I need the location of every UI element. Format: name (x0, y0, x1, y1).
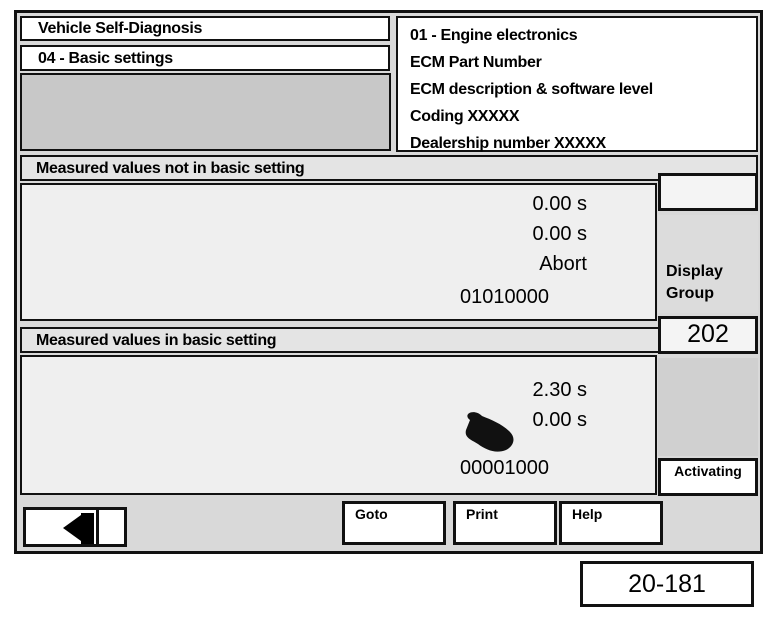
cursor-smudge (452, 406, 522, 456)
activate-button[interactable]: Activating (658, 458, 758, 496)
display-group-label (658, 215, 758, 313)
function-text: 04 - Basic settings (38, 50, 173, 67)
function-label (20, 45, 390, 71)
value-field: 2.30 s (532, 379, 587, 401)
function-key-button[interactable] (658, 173, 758, 211)
display-group-label-line1: Display (666, 263, 723, 280)
ecu-info-panel (396, 16, 758, 152)
title-text: Vehicle Self-Diagnosis (38, 20, 203, 37)
value-field: 0.00 s (532, 409, 587, 431)
value-field: 00001000 (460, 457, 549, 479)
value-field: 01010000 (460, 286, 549, 308)
dealership-number: Dealership number XXXXX (410, 135, 606, 152)
right-blank-area (658, 358, 758, 456)
value-field: 0.00 s (532, 193, 587, 215)
in-basic-heading (20, 327, 758, 353)
goto-button[interactable]: Goto (342, 501, 446, 545)
ecm-description: ECM description & software level (410, 81, 653, 98)
help-button[interactable]: Help (559, 501, 663, 545)
back-arrow-icon (63, 515, 81, 541)
info-blank-area (20, 73, 391, 151)
in-basic-heading-text: Measured values in basic setting (36, 332, 277, 349)
not-basic-values-panel (20, 183, 657, 321)
not-basic-heading-text: Measured values not in basic setting (36, 160, 305, 177)
coding: Coding XXXXX (410, 108, 520, 125)
back-bar-icon (81, 513, 94, 544)
diagnosis-screen (14, 10, 763, 554)
screen-title (20, 16, 390, 41)
back-button[interactable] (23, 507, 127, 547)
not-basic-heading (20, 155, 758, 181)
button-divider (96, 510, 99, 544)
value-field: Abort (539, 253, 587, 275)
display-group-number-field[interactable]: 202 (658, 316, 758, 354)
ecu-address: 01 - Engine electronics (410, 27, 578, 44)
display-group-label-line2: Group (666, 285, 714, 302)
figure-number: 20-181 (580, 561, 754, 607)
print-button[interactable]: Print (453, 501, 557, 545)
in-basic-values-panel (20, 355, 657, 495)
value-field: 0.00 s (532, 223, 587, 245)
ecm-part-number: ECM Part Number (410, 54, 542, 71)
